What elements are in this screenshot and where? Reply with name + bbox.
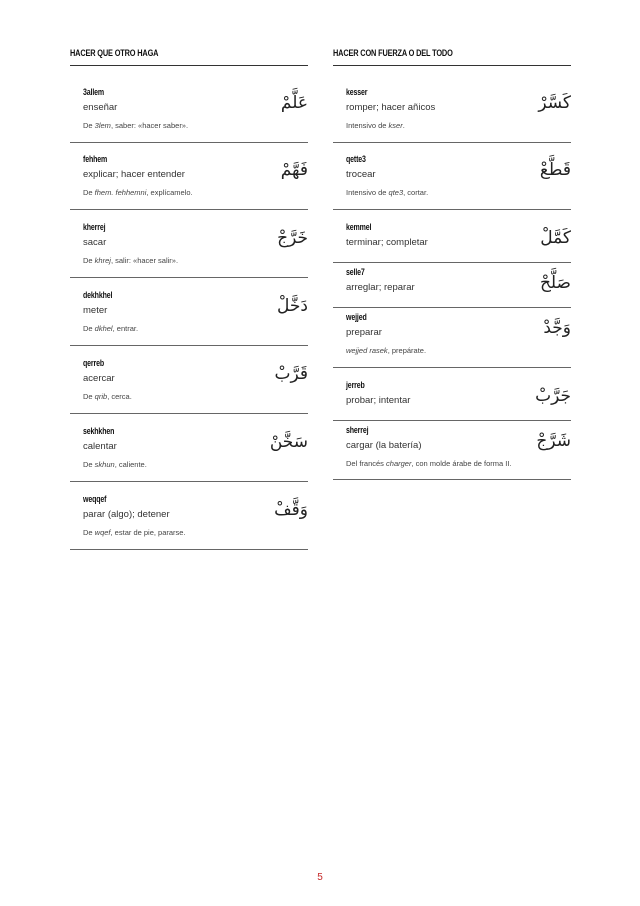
- entry-divider: [333, 142, 571, 143]
- entry-arabic: كَمَّلْ: [540, 228, 571, 248]
- entry-word: wejjed: [346, 312, 367, 323]
- entry-divider: [70, 277, 308, 278]
- note-text: , prepárate.: [387, 346, 427, 355]
- entry-arabic: عَلَّمْ: [280, 93, 308, 113]
- entry-divider: [70, 142, 308, 143]
- entry-arabic: وَجَّدْ: [543, 318, 571, 338]
- note-italic-term: wqef: [94, 528, 111, 537]
- entry-divider: [333, 420, 571, 421]
- note-text: , caliente.: [114, 460, 147, 469]
- note-text: De: [83, 392, 95, 401]
- entry-word: kemmel: [346, 222, 372, 233]
- note-text: De: [83, 324, 95, 333]
- note-text: De: [83, 188, 95, 197]
- note-text: De: [83, 121, 95, 130]
- entry-gloss: meter: [83, 305, 108, 316]
- note-italic-term: fhem. fehhemni: [94, 188, 147, 197]
- entry-note: [83, 460, 147, 469]
- entry-gloss: parar (algo); detener: [83, 509, 170, 520]
- note-text: Intensivo de: [346, 188, 389, 197]
- entry-note: [83, 121, 188, 130]
- entry-arabic: شَرَّجْ: [536, 431, 571, 451]
- entry-word: 3allem: [83, 87, 105, 98]
- note-text: De: [83, 256, 95, 265]
- entry-note: [83, 528, 186, 537]
- entry-gloss: sacar: [83, 237, 107, 248]
- page-number: 5: [317, 872, 323, 883]
- entry-gloss: calentar: [83, 441, 117, 452]
- entry-word: qette3: [346, 154, 366, 165]
- entry-divider: [333, 307, 571, 308]
- entry-gloss: acercar: [83, 373, 115, 384]
- note-italic-term: kser: [388, 121, 403, 130]
- note-italic-term: 3lem: [94, 121, 111, 130]
- note-italic-term: qrib: [94, 392, 108, 401]
- note-italic-term: qte3: [388, 188, 404, 197]
- entry-arabic: جَرَّبْ: [535, 386, 571, 406]
- entry-word: sekhkhen: [83, 426, 115, 437]
- entry-gloss: enseñar: [83, 102, 118, 113]
- note-text: , con molde árabe de forma II.: [411, 459, 512, 468]
- entry-arabic: صَلَّحْ: [539, 273, 571, 293]
- entry-word: kherrej: [83, 222, 106, 233]
- entry-divider: [333, 262, 571, 263]
- note-text: .: [402, 121, 405, 130]
- entry-word: sherrej: [346, 425, 369, 436]
- entry-note: [83, 392, 132, 401]
- entry-gloss: romper; hacer añicos: [346, 102, 436, 113]
- entry-divider: [70, 209, 308, 210]
- entry-word: kesser: [346, 87, 368, 98]
- note-text: De: [83, 528, 95, 537]
- entry-arabic: وَقَّفْ: [274, 500, 308, 520]
- entry-arabic: قَطَّعْ: [539, 160, 571, 180]
- entry-divider: [70, 345, 308, 346]
- entry-word: dekhkhel: [83, 290, 113, 301]
- note-text: , estar de pie, pararse.: [110, 528, 186, 537]
- entry-note: [83, 188, 193, 197]
- entry-note: [346, 188, 428, 197]
- note-text: , explícamelo.: [146, 188, 193, 197]
- entry-divider: [333, 209, 571, 210]
- entry-arabic: فَهَّمْ: [280, 160, 308, 180]
- entry-note: [346, 121, 405, 130]
- right-column-title: HACER CON FUERZA O DEL TODO: [333, 48, 453, 58]
- note-italic-term: wejjed rasek: [346, 346, 388, 355]
- entry-gloss: probar; intentar: [346, 395, 411, 406]
- left-column-title: HACER QUE OTRO HAGA: [70, 48, 159, 58]
- note-text: , saber: «hacer saber».: [110, 121, 189, 130]
- entry-gloss: explicar; hacer entender: [83, 169, 185, 180]
- entry-arabic: خَرَّجْ: [277, 228, 308, 248]
- right-column-header-rule: [333, 65, 571, 66]
- entry-word: qerreb: [83, 358, 104, 369]
- entry-divider: [333, 367, 571, 368]
- entry-word: selle7: [346, 267, 365, 278]
- entry-divider: [70, 549, 308, 550]
- entry-divider: [333, 479, 571, 480]
- entry-note: [83, 324, 138, 333]
- entry-gloss: terminar; completar: [346, 237, 428, 248]
- entry-arabic: كَسَّرْ: [538, 93, 571, 113]
- entry-word: jerreb: [346, 380, 365, 391]
- entry-divider: [70, 413, 308, 414]
- note-text: Del francés: [346, 459, 387, 468]
- entry-note: [346, 459, 512, 468]
- note-text: , cerca.: [107, 392, 132, 401]
- note-italic-term: dkhel: [94, 324, 113, 333]
- entry-arabic: سَخَّنْ: [269, 432, 308, 452]
- note-italic-term: khrej: [94, 256, 111, 265]
- entry-gloss: cargar (la batería): [346, 440, 422, 451]
- note-italic-term: charger: [386, 459, 412, 468]
- entry-gloss: preparar: [346, 327, 382, 338]
- entry-note: [83, 256, 178, 265]
- entry-arabic: دَخَّلْ: [277, 296, 308, 316]
- note-text: , entrar.: [112, 324, 139, 333]
- note-text: , cortar.: [403, 188, 429, 197]
- entry-gloss: arreglar; reparar: [346, 282, 415, 293]
- entry-divider: [70, 481, 308, 482]
- entry-note: [346, 346, 426, 355]
- left-column-header-rule: [70, 65, 308, 66]
- note-text: De: [83, 460, 95, 469]
- entry-arabic: قَرَّبْ: [274, 364, 308, 384]
- entry-word: weqqef: [83, 494, 107, 505]
- note-text: , salir: «hacer salir».: [110, 256, 179, 265]
- entry-word: fehhem: [83, 154, 108, 165]
- note-italic-term: skhun: [94, 460, 115, 469]
- note-text: Intensivo de: [346, 121, 389, 130]
- entry-gloss: trocear: [346, 169, 376, 180]
